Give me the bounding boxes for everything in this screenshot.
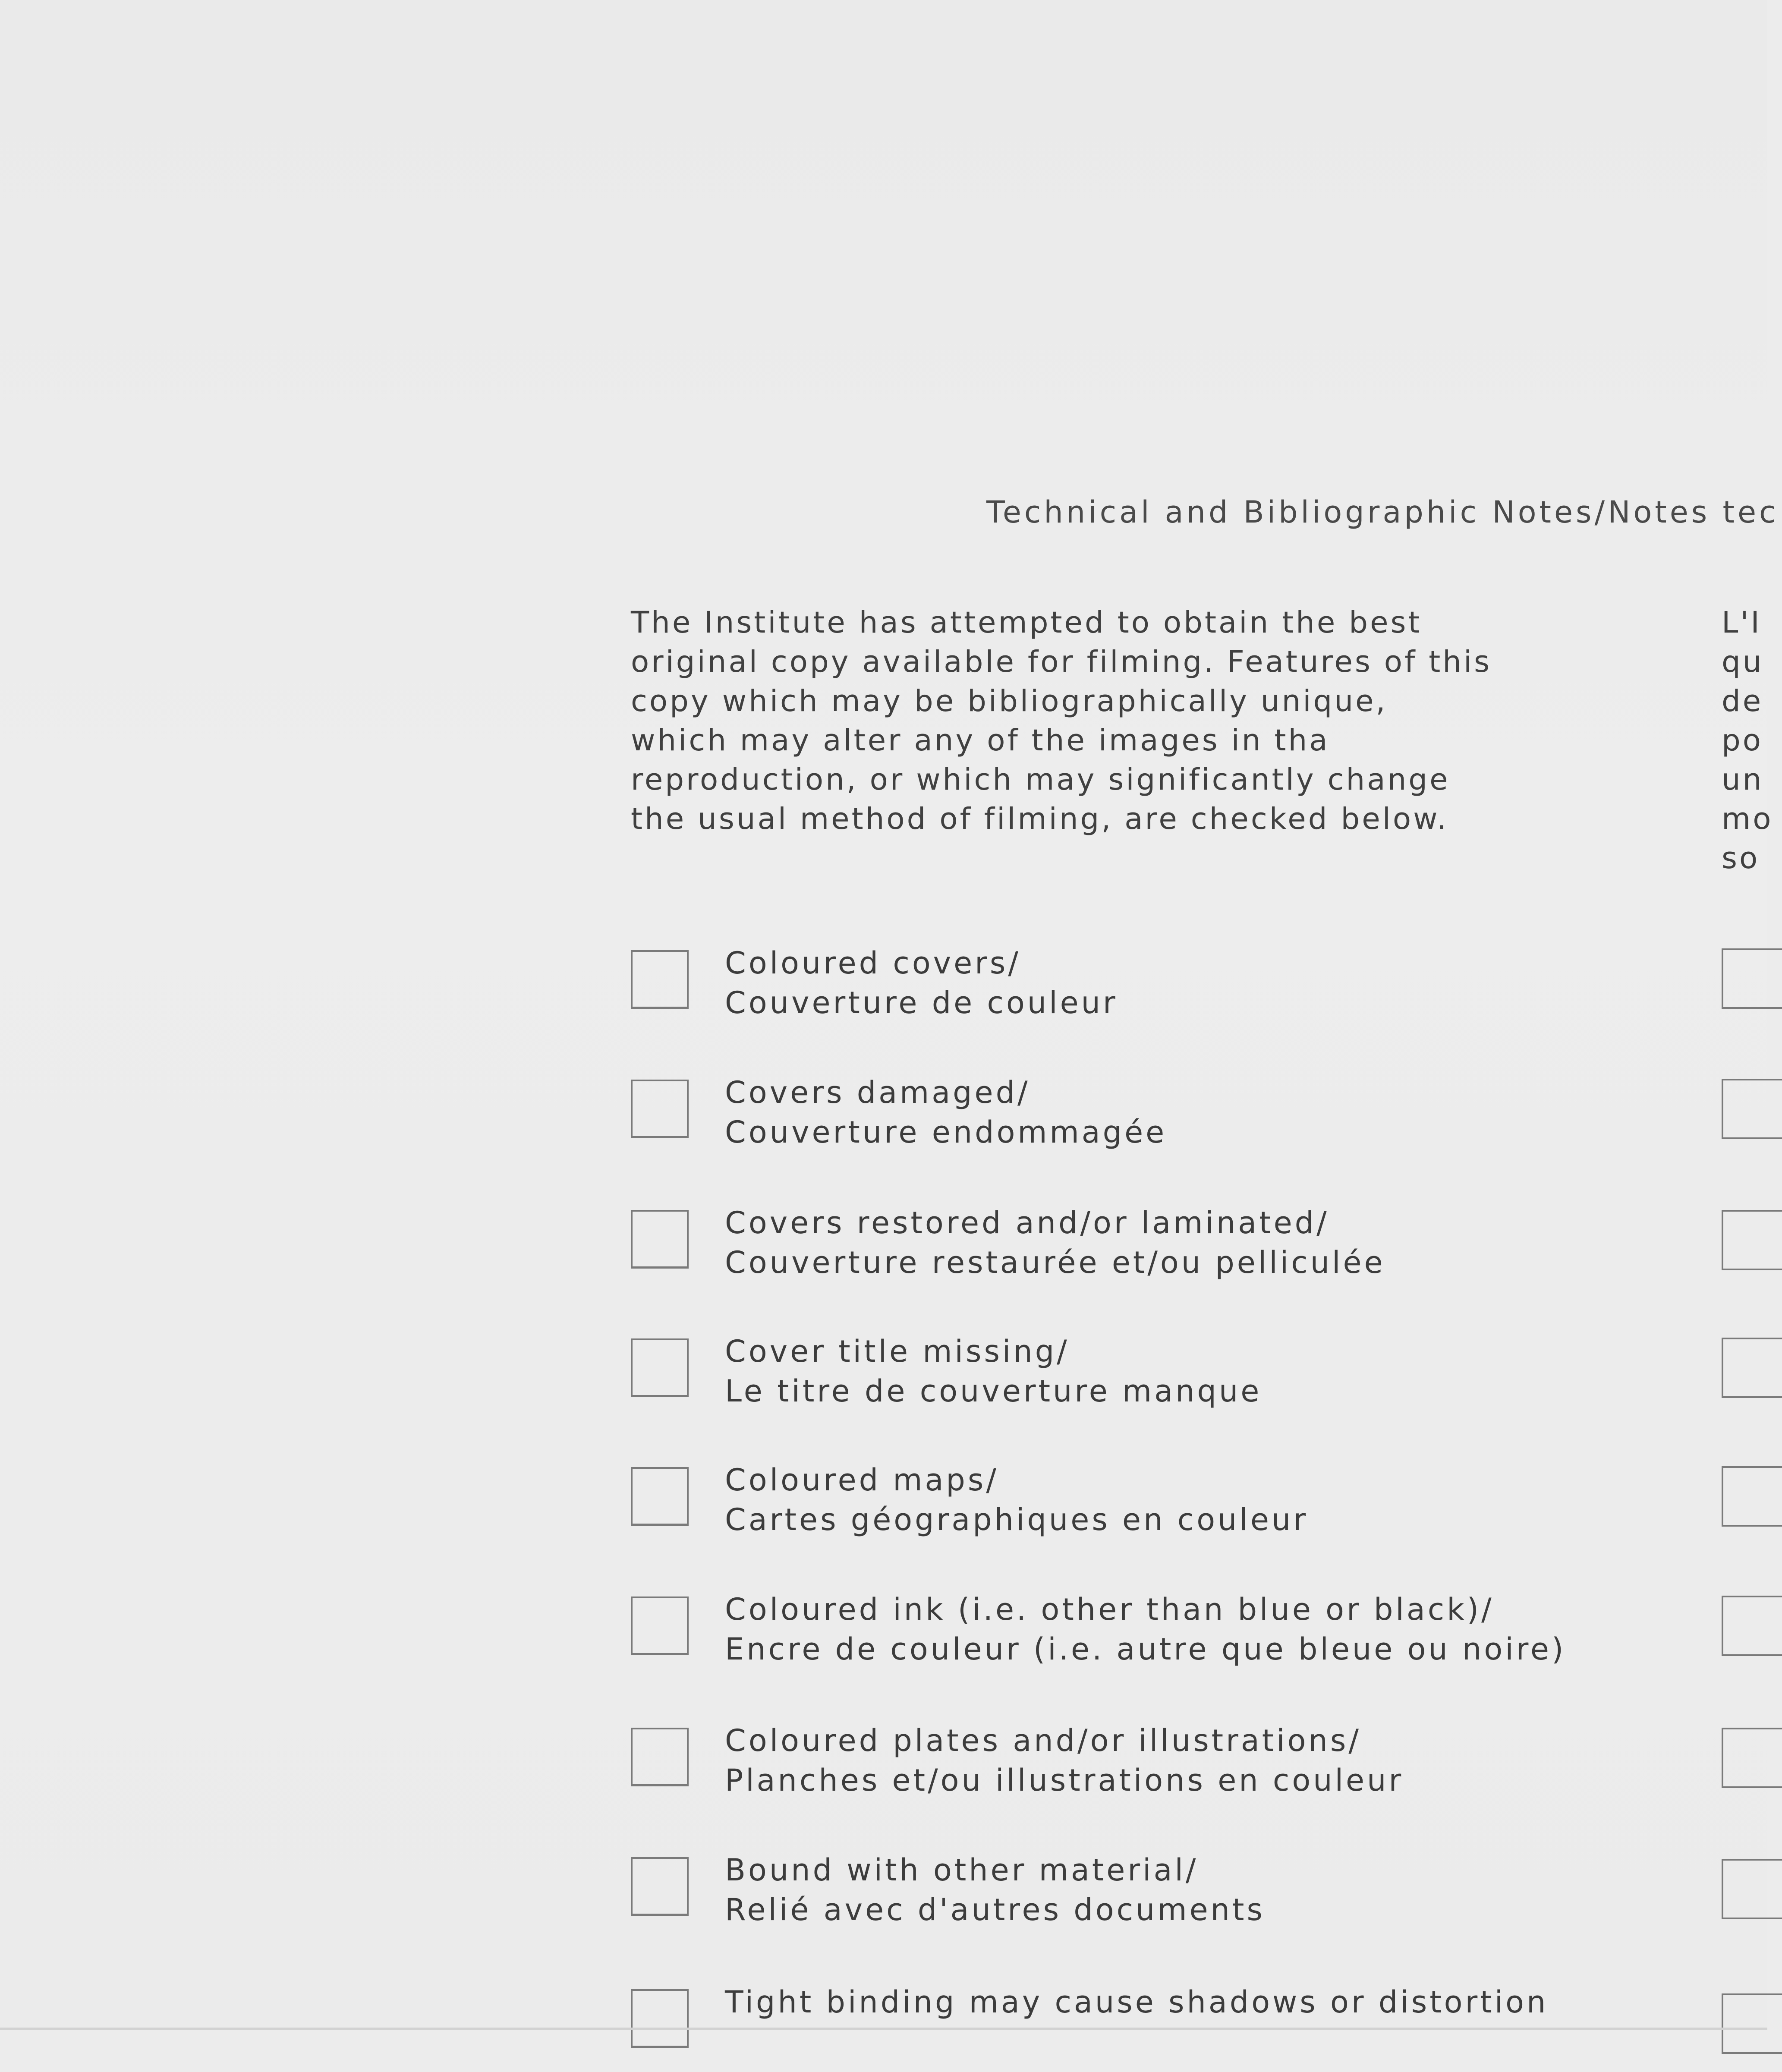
checklist-item-text [725,1721,1404,1800]
checkbox[interactable] [631,1597,689,1655]
checkbox[interactable] [631,1467,689,1526]
item-label-fr: Couverture endommagée [725,1115,1167,1150]
right-column-text [1722,603,1773,878]
right-column-fragment: L'I [1722,605,1762,640]
intro-paragraph [631,603,1580,839]
checklist-item-coloured-maps [631,1464,1666,1550]
item-label-fr: Couverture restaurée et/ou pelliculée [725,1245,1385,1280]
checkbox[interactable] [631,950,689,1009]
right-column-fragment: un [1722,762,1764,797]
right-column-checkbox[interactable] [1722,948,1782,1009]
checkbox[interactable] [631,1989,689,2048]
checklist-item-text [725,1460,1308,1540]
checklist-item-text [725,1073,1167,1152]
right-column-fragment: qu [1722,645,1764,679]
item-label-fr: Le titre de couverture manque [725,1373,1262,1409]
checkbox[interactable] [631,1728,689,1786]
page-heading: Technical and Bibliographic Notes/Notes tec [986,494,1779,530]
item-label-en: Covers damaged/ [725,1075,1030,1110]
checklist-item-text [725,1590,1566,1669]
intro-line: copy which may be bibliographically unique, [631,684,1388,718]
item-label-en: Bound with other material/ [725,1852,1199,1888]
right-column-fragment: so [1722,841,1760,875]
item-label-en: Coloured covers/ [725,945,1021,981]
item-label-fr: Encre de couleur (i.e. autre que bleue ou noire) [725,1631,1566,1667]
checkbox[interactable] [631,1338,689,1397]
intro-line: the usual method of filming, are checked below. [631,802,1449,836]
checkbox[interactable] [631,1080,689,1138]
intro-line: original copy available for filming. Features of this [631,645,1492,679]
checklist-item-covers-damaged [631,1076,1666,1162]
checklist-item-coloured-covers [631,947,1666,1033]
checklist-item-coloured-plates [631,1724,1666,1811]
page-bottom-edge [0,2028,1767,2030]
item-label-fr: Cartes géographiques en couleur [725,1502,1309,1537]
item-label-en: Coloured maps/ [725,1462,999,1498]
item-label-en: Covers restored and/or laminated/ [725,1205,1329,1241]
right-column-checkbox[interactable] [1722,1859,1782,1919]
checkbox[interactable] [631,1210,689,1269]
checklist-item-text [725,1332,1262,1411]
right-column-checkbox[interactable] [1722,1596,1782,1656]
item-label-en: Tight binding may cause shadows or distortion [725,1984,1549,2020]
item-label-fr: Couverture de couleur [725,985,1118,1020]
right-column-checkbox[interactable] [1722,1728,1782,1788]
right-column-checkbox[interactable] [1722,1338,1782,1398]
right-column-checkbox[interactable] [1722,1993,1782,2054]
intro-line: The Institute has attempted to obtain the best [631,605,1422,640]
right-column-checkbox[interactable] [1722,1210,1782,1270]
right-column-checkbox[interactable] [1722,1079,1782,1139]
checklist-item-covers-restored [631,1206,1666,1293]
right-column-checkbox[interactable] [1722,1466,1782,1527]
checkbox[interactable] [631,1857,689,1916]
item-label-en: Coloured ink (i.e. other than blue or black)/ [725,1592,1494,1627]
item-label-en: Cover title missing/ [725,1334,1070,1369]
checklist-item-text [725,1850,1265,1930]
checklist-item-text [725,1982,1548,2022]
right-column-fragment: mo [1722,802,1773,836]
checklist-item-coloured-ink [631,1593,1666,1679]
right-column-fragment: po [1722,723,1763,758]
checklist-item-text [725,943,1118,1023]
checklist-item-cover-title-missing [631,1335,1666,1421]
intro-line: reproduction, or which may significantly change [631,762,1450,797]
right-column-fragment: de [1722,684,1763,718]
checklist-item-text [725,1203,1385,1282]
item-label-fr: Relié avec d'autres documents [725,1892,1265,1927]
intro-line: which may alter any of the images in tha [631,723,1330,758]
item-label-en: Coloured plates and/or illustrations/ [725,1723,1361,1758]
checklist-item-bound-with-other-material [631,1854,1666,1940]
item-label-fr: Planches et/ou illustrations en couleur [725,1763,1404,1798]
